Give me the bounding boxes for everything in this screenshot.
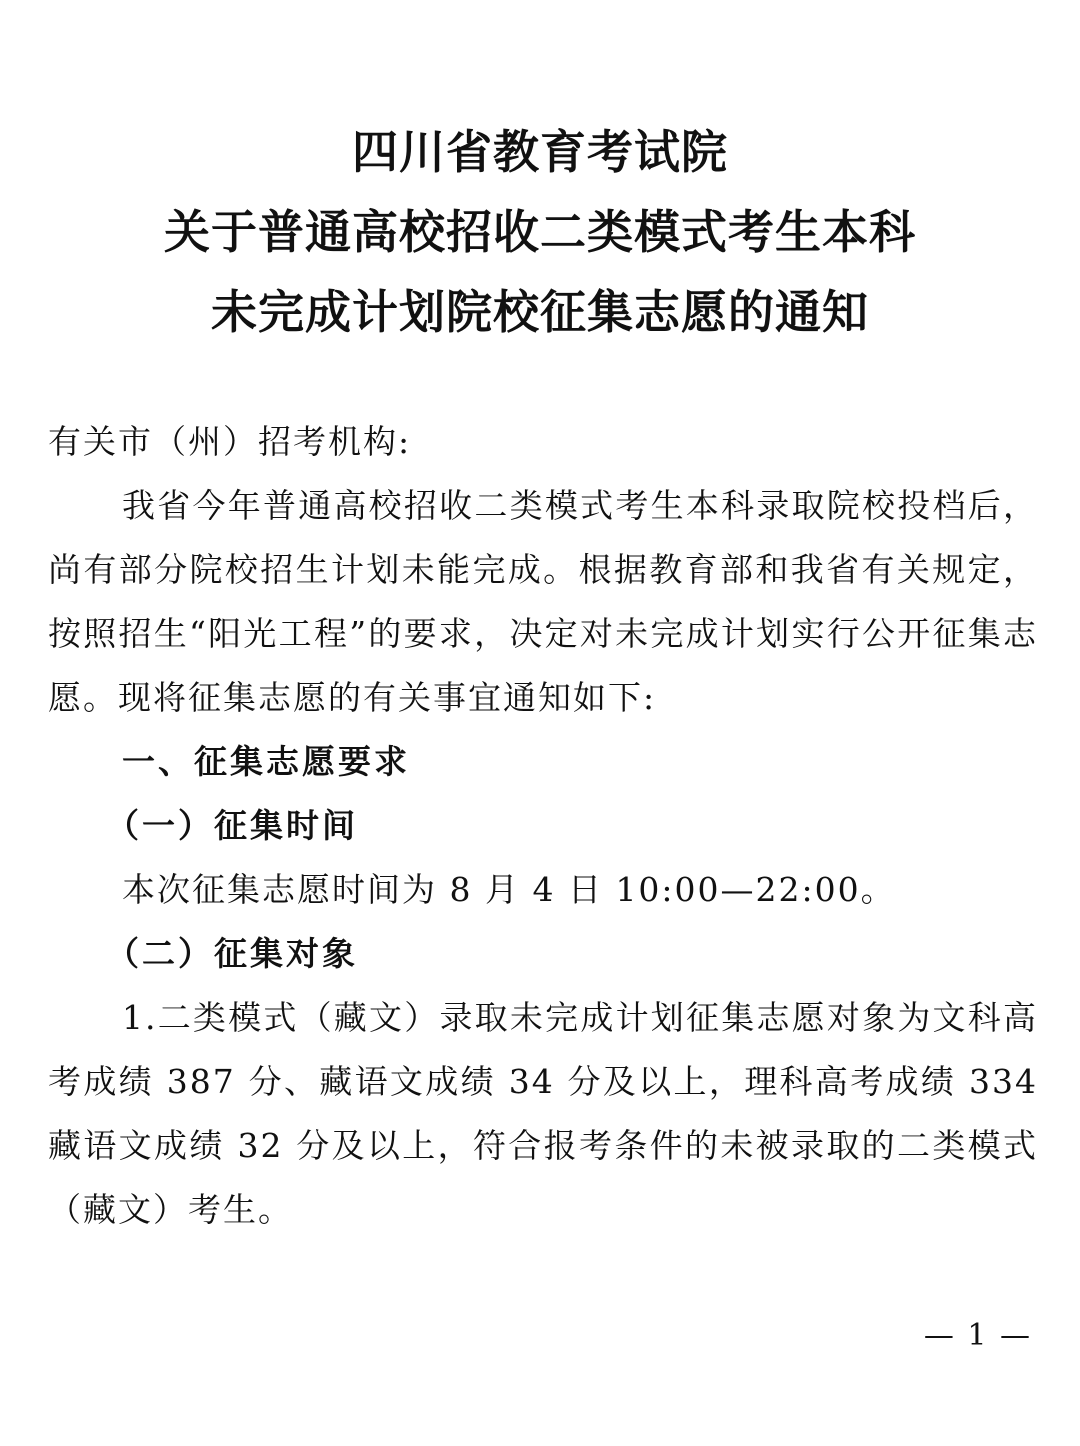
intro-line-3: 按照招生“阳光工程”的要求，决定对未完成计划实行公开征集志 [48, 614, 1038, 653]
title-line-3: 未完成计划院校征集志愿的通知 [211, 285, 869, 339]
paragraph-time: 本次征集志愿时间为 8 月 4 日 10:00—22:00。 [122, 870, 896, 909]
subheading-target: （二）征集对象 [106, 934, 358, 973]
item1-line-2: 考成绩 387 分、藏语文成绩 34 分及以上，理科高考成绩 334 [48, 1062, 1038, 1101]
intro-line-4: 愿。现将征集志愿的有关事宜通知如下: [48, 678, 657, 717]
page-number: — 1 — [923, 1318, 1032, 1353]
intro-line-2: 尚有部分院校招生计划未能完成。根据教育部和我省有关规定， [48, 550, 1038, 589]
title-line-2: 关于普通高校招收二类模式考生本科 [164, 205, 916, 259]
item1-line-3: 藏语文成绩 32 分及以上，符合报考条件的未被录取的二类模式 [48, 1126, 1038, 1165]
document-title [0, 112, 1080, 352]
subheading-time: （一）征集时间 [106, 806, 358, 845]
salutation: 有关市（州）招考机构: [48, 422, 412, 461]
document-body [48, 410, 1038, 1242]
title-line-1: 四川省教育考试院 [352, 125, 728, 179]
item1-line-1: 1.二类模式（藏文）录取未完成计划征集志愿对象为文科高 [122, 998, 1038, 1037]
intro-line-1: 我省今年普通高校招收二类模式考生本科录取院校投档后， [122, 486, 1038, 525]
section-heading-requirements: 一、征集志愿要求 [122, 742, 410, 781]
item1-line-4: （藏文）考生。 [48, 1190, 293, 1229]
